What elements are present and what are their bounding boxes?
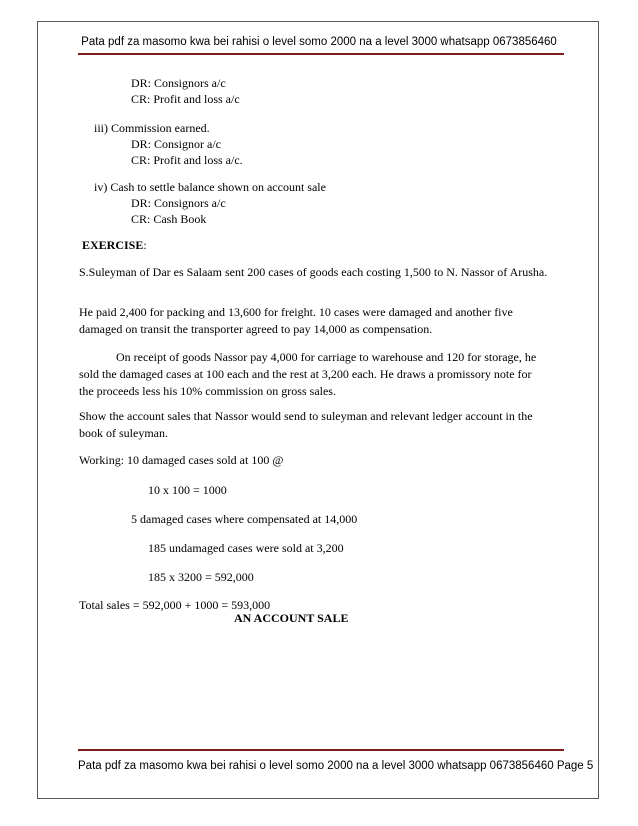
exercise-heading <box>82 237 147 253</box>
cash-settle-heading: iv) Cash to settle balance shown on account sale <box>94 180 326 194</box>
entry-dr: DR: Consignors a/c <box>131 76 226 90</box>
total-sales-line: Total sales = 592,000 + 1000 = 593,000 <box>79 598 271 612</box>
exercise-title: EXERCISE <box>82 238 144 252</box>
commission-heading: iii) Commission earned. <box>94 121 210 135</box>
entry-cr: CR: Profit and loss a/c <box>131 92 240 106</box>
working-line-4: 185 undamaged cases were sold at 3,200 <box>148 541 344 555</box>
cash-settle-dr: DR: Consignors a/c <box>131 196 226 210</box>
exercise-paragraph-3: On receipt of goods Nassor pay 4,000 for carriage to warehouse and 120 for storage, he sold the damaged cases at 100 each and the rest at 3,200 each. He draws a promissory note for the proceeds less his 10% commission on gross sales. <box>79 350 537 398</box>
exercise-paragraph-1: S.Suleyman of Dar es Salaam sent 200 cases of goods each costing 1,500 to N. Nassor of Arusha. <box>79 265 548 279</box>
exercise-paragraph-4: Show the account sales that Nassor would send to suleyman and relevant ledger account in the book of suleyman. <box>79 409 533 440</box>
commission-cr: CR: Profit and loss a/c. <box>131 153 243 167</box>
cash-settle-cr: CR: Cash Book <box>131 212 207 226</box>
working-line-2: 10 x 100 = 1000 <box>148 483 227 497</box>
header-rule <box>78 53 564 55</box>
page-footer: Pata pdf za masomo kwa bei rahisi o level somo 2000 na a level 3000 whatsapp 0673856460 Page 5 <box>78 760 594 772</box>
exercise-paragraph-2: He paid 2,400 for packing and 13,600 for freight. 10 cases were damaged and another five damaged on transit the transporter agreed to pay 14,000 as compensation. <box>79 305 513 336</box>
account-sale-title: AN ACCOUNT SALE <box>234 611 349 625</box>
commission-dr: DR: Consignor a/c <box>131 137 221 151</box>
working-line-1: Working: 10 damaged cases sold at 100 @ <box>79 453 284 467</box>
footer-rule <box>78 749 564 751</box>
exercise-colon: : <box>143 238 147 252</box>
working-line-5: 185 x 3200 = 592,000 <box>148 570 254 584</box>
page-header: Pata pdf za masomo kwa bei rahisi o level somo 2000 na a level 3000 whatsapp 0673856460 <box>81 36 557 48</box>
working-line-3: 5 damaged cases where compensated at 14,000 <box>131 512 358 526</box>
